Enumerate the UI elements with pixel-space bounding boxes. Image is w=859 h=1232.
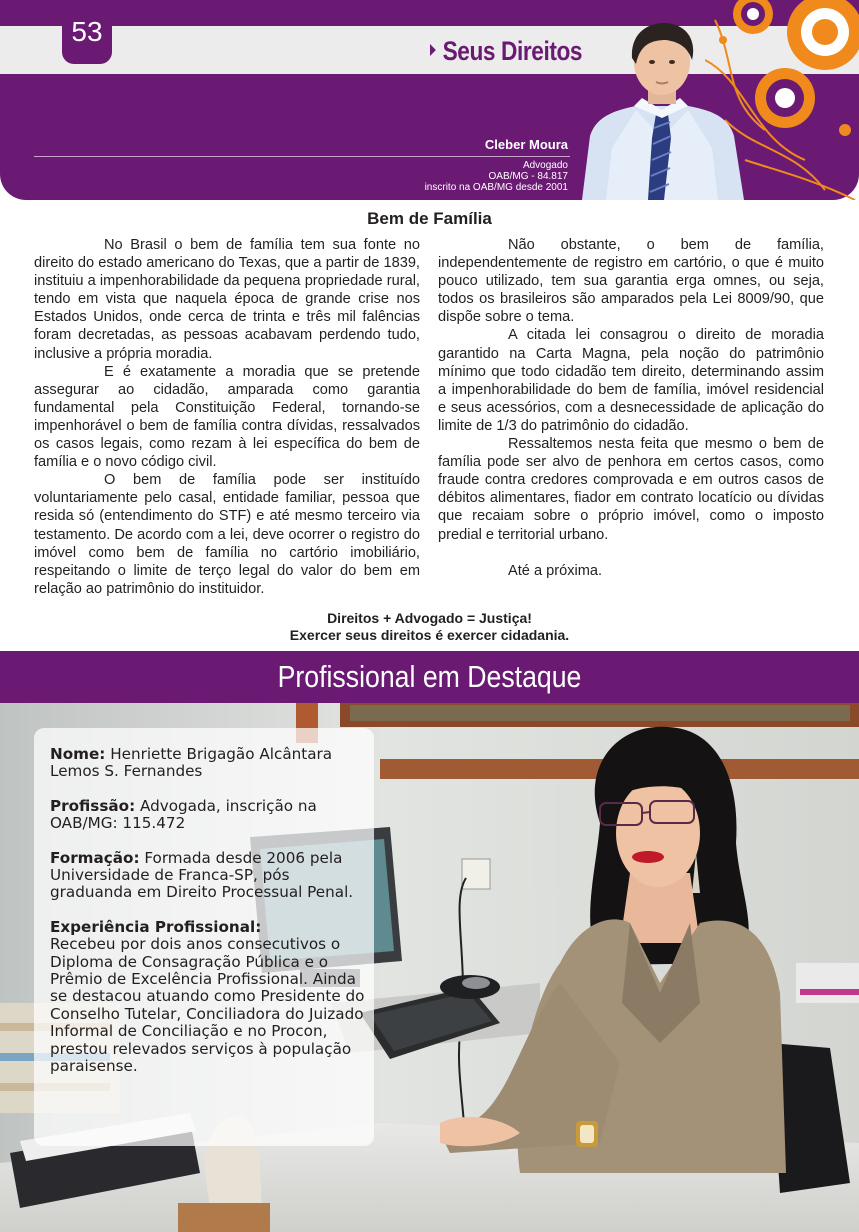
profile-info <box>50 746 372 1093</box>
article-paragraph: No Brasil o bem de família tem sua fonte no direito do estado americano do Texas, que a partir de 1839, instituiu a impenhorabilidade da pequena propriedade rural, tendo em vista que naquela época de grande crise nos Estados Unidos, onde cerca de trinta e três mil falências foram decretadas, as pessoas acabavam perdendo tudo, inclusive a própria moradia. <box>34 237 420 362</box>
profile-value: Recebeu por dois anos consecutivos o Diploma de Consagração Pública e o Prêmio de Excelência Profissional. Ainda se destacou atuando como Presidente do Conselho Tutelar, Conciliadora do Juizado Informal de Conciliação e no Procon, prestou relevados serviços à população paraisense. <box>50 935 365 1076</box>
profile-value: Henriette Brigagão Alcântara Lemos S. Fernandes <box>50 745 333 781</box>
tagline-justice: Direitos + Advogado = Justiça! <box>327 610 532 626</box>
profile-label: Nome: <box>50 745 106 763</box>
author-divider <box>34 156 570 157</box>
profile-field-experience <box>50 919 372 1076</box>
author-since: inscrito na OAB/MG desde 2001 <box>424 182 568 193</box>
author-name: Cleber Moura <box>484 137 568 152</box>
article-signoff: Até a próxima. <box>508 562 603 579</box>
article-paragraph: Ressaltemos nesta feita que mesmo o bem de família pode ser alvo de penhora em certos casos, como fraude contra credores comprovada e em outros casos de débitos alimentares, fiador em contrato locatício ou dívidas que recaiam sobre o próprio imóvel, como o imposto predial e territorial urbano. <box>438 436 824 543</box>
profile-value: Formada desde 2006 pela Universidade de Franca-SP, pós graduanda em Direito Processual Penal. <box>50 848 354 902</box>
article-column-left <box>34 236 420 598</box>
section-title <box>430 32 582 70</box>
profile-field-profession <box>50 798 372 833</box>
profile-label: Formação: <box>50 848 140 867</box>
profile-section-title: Profissional em Destaque <box>277 659 582 694</box>
arrow-icon <box>430 44 436 56</box>
profile-field-education <box>50 850 372 902</box>
tagline-citizenship: Exercer seus direitos é exercer cidadania. <box>289 627 570 643</box>
author-role: Advogado <box>522 160 568 171</box>
article-paragraph: A citada lei consagrou o direito de moradia garantido na Carta Magna, pela noção do patrimônio mínimo que todo cidadão tem direito, determinando assim a impenhorabilidade do bem de família, imóvel residencial e seus acessórios, com a desnecessidade de aplicação do limite de 1/3 do patrimônio do cidadão. <box>438 327 824 434</box>
author-portrait <box>576 18 748 200</box>
profile-field-name <box>50 746 372 781</box>
section-title-text: Seus Direitos <box>442 36 583 66</box>
article-title: Bem de Família <box>367 209 492 228</box>
profile-value: Advogada, inscrição na OAB/MG: 115.472 <box>50 796 317 833</box>
profile-label: Experiência Profissional: <box>50 917 262 936</box>
page-number: 53 <box>62 0 112 64</box>
article-column-right <box>438 236 824 580</box>
article-paragraph: E é exatamente a moradia que se pretende assegurar ao cidadão, amparada como garantia fundamental pela Constituição Federal, tornando-se impenhorável o bem de família contra dívidas, ressalvados os casos legais, como rezam à lei específica do bem de família e o novo código civil. <box>34 363 420 471</box>
profile-label: Profissão: <box>50 796 136 815</box>
article-paragraph: Não obstante, o bem de família, independentemente de registro em cartório, o que é muito pouco utilizado, tem sua garantia erga omnes, ou seja, todos os brasileiros são amparados pela Lei 8009/90, que dispõe sobre o tema. <box>438 237 824 326</box>
article-paragraph: O bem de família pode ser instituído voluntariamente pelo casal, entidade familiar, pessoa que resida só (entendimento do STF) e até mesmo terceiro via testamento. De acordo com a lei, deve ocorrer o registro do imóvel como bem de família no cartório imobiliário, respeitando o limite de terço legal do valor do bem em relação ao patrimônio do instituidor. <box>34 472 420 597</box>
author-oab: OAB/MG - 84.817 <box>488 171 568 182</box>
